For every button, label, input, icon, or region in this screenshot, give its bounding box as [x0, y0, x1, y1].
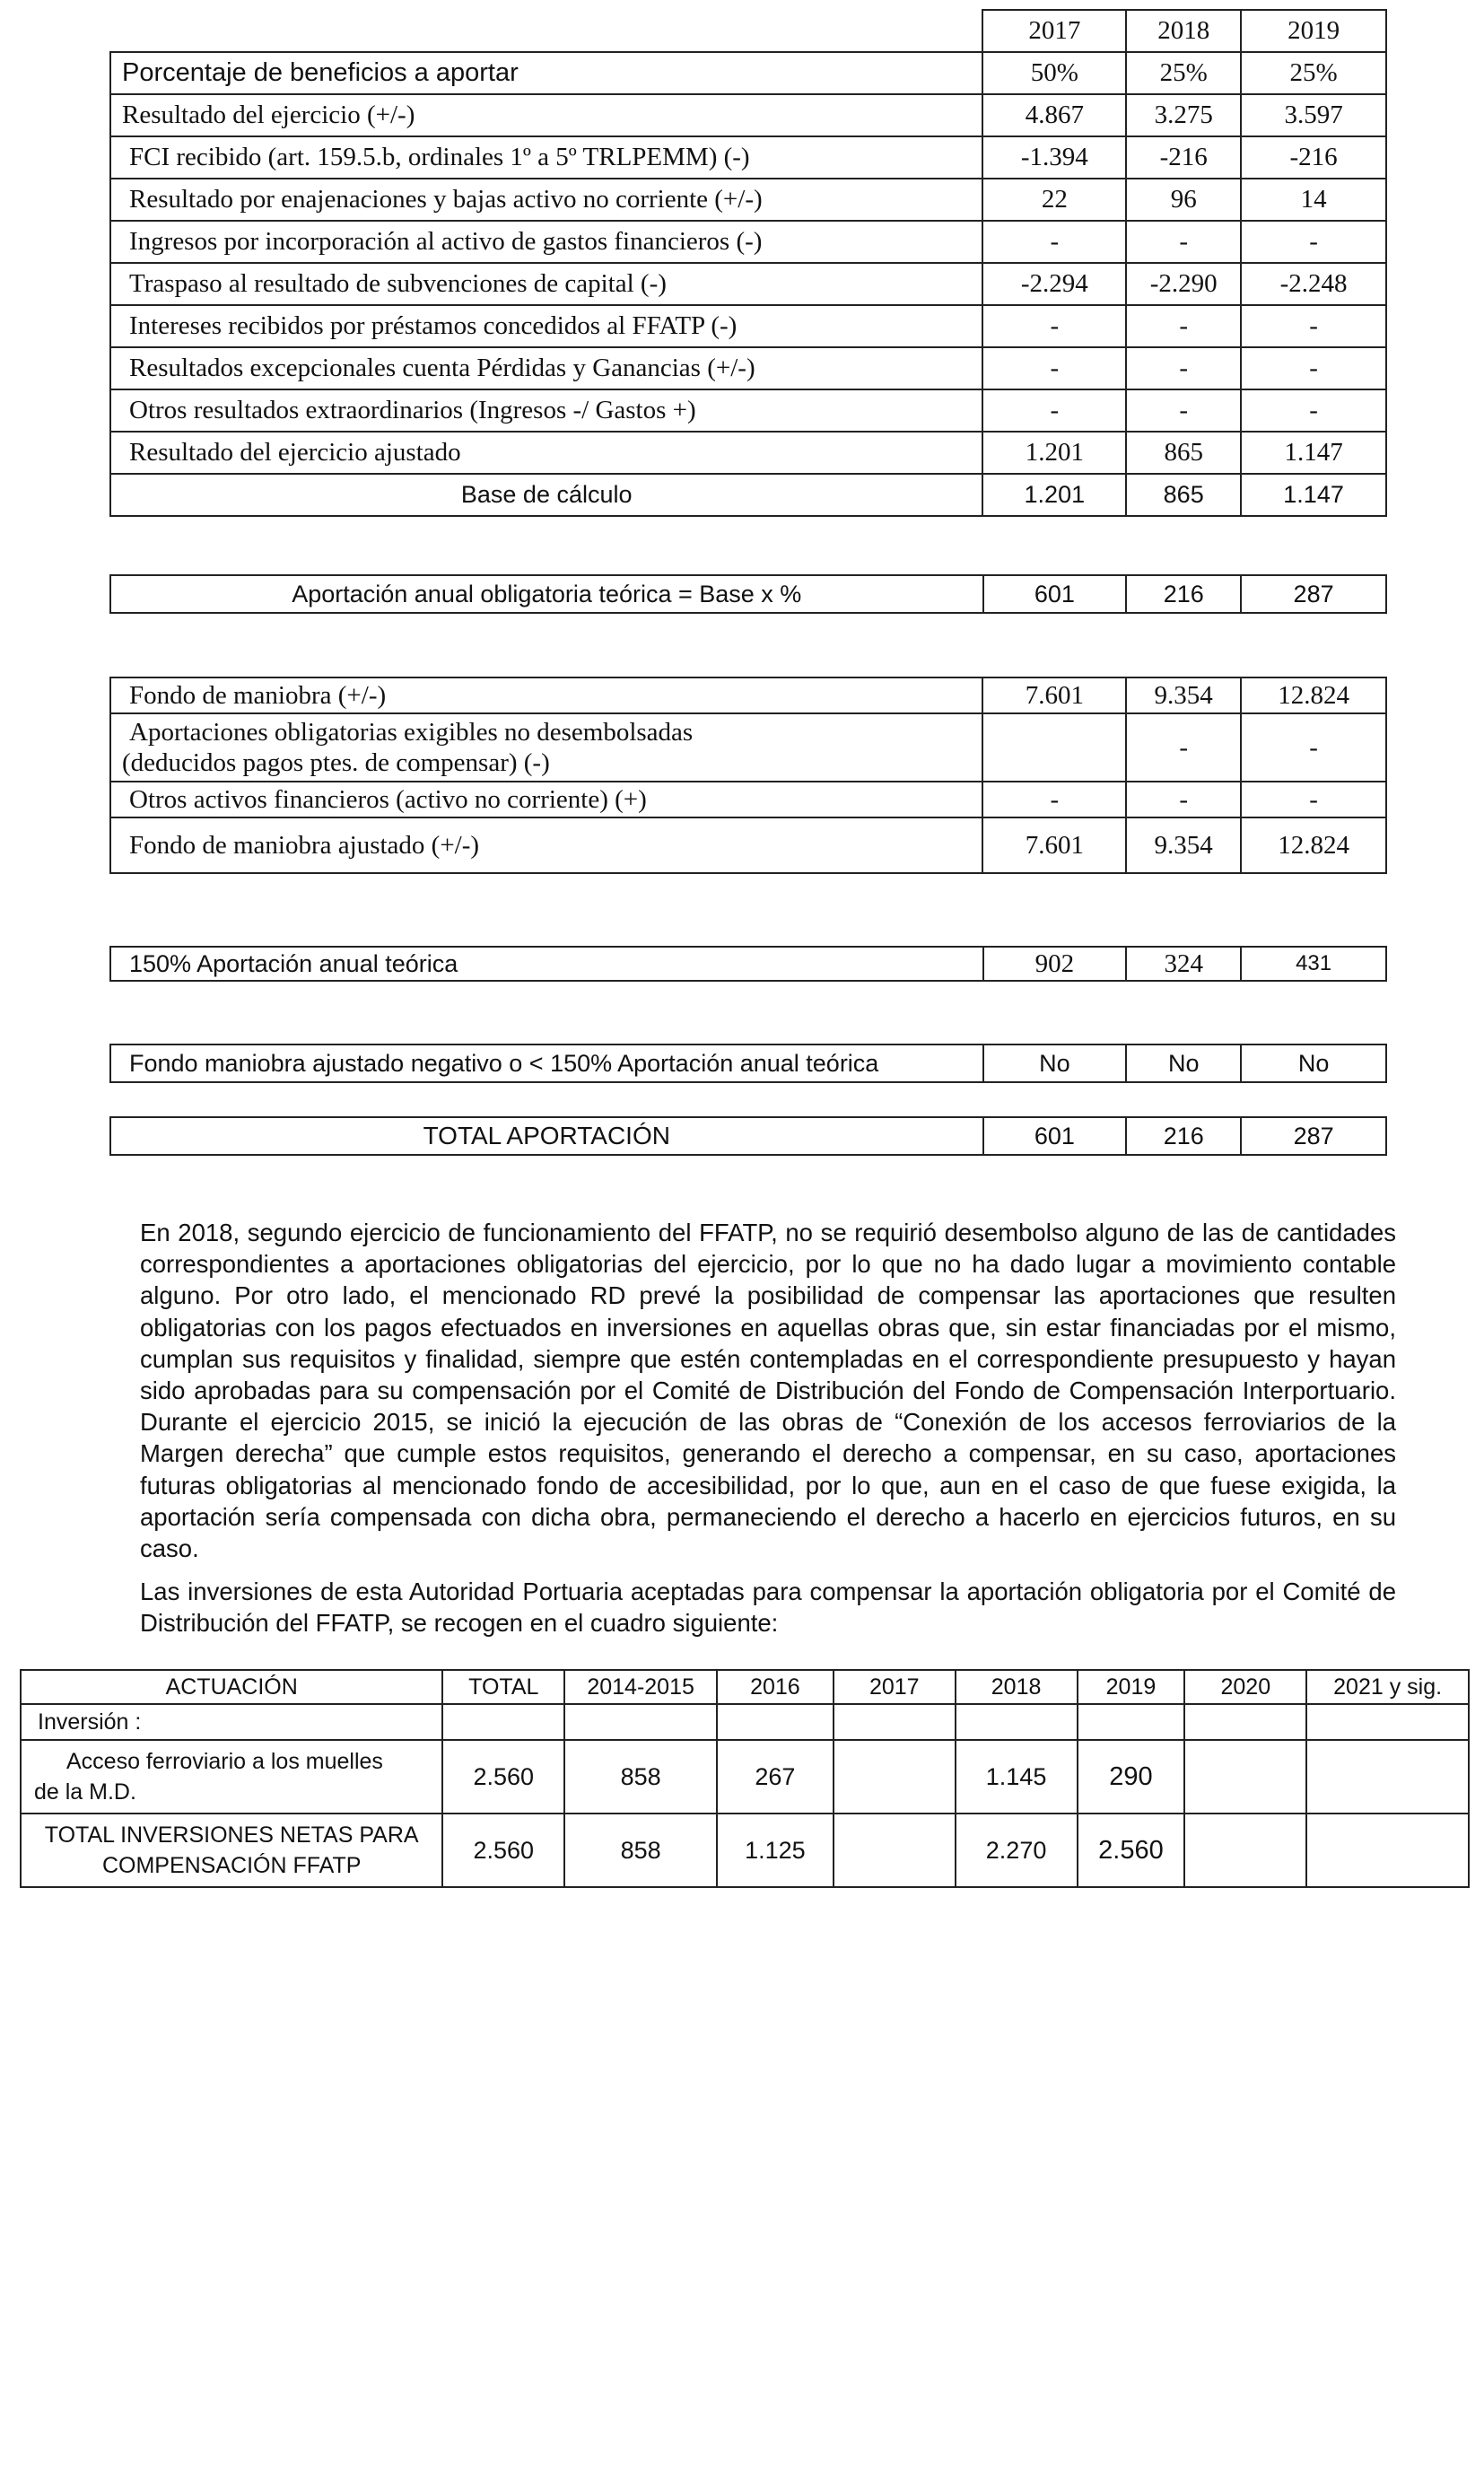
cell: - [1126, 347, 1241, 389]
table-row [110, 947, 1386, 981]
row-label [110, 713, 982, 782]
cell: - [982, 389, 1126, 432]
cell: 96 [1126, 179, 1241, 221]
table-row [110, 94, 1386, 136]
cell: 858 [564, 1740, 717, 1814]
cell: 287 [1241, 1117, 1386, 1155]
cell: - [1241, 305, 1386, 347]
cell: 1.201 [982, 474, 1126, 516]
cell: -2.294 [982, 263, 1126, 305]
cell [982, 713, 1126, 782]
cell: - [982, 347, 1126, 389]
cell: - [1241, 347, 1386, 389]
cell [717, 1704, 834, 1740]
cell: No [1126, 1044, 1241, 1082]
row-label: Resultado del ejercicio (+/-) [110, 94, 982, 136]
table-row [110, 263, 1386, 305]
cell: - [982, 221, 1126, 263]
cell: 14 [1241, 179, 1386, 221]
cell: - [1126, 305, 1241, 347]
base-calculo-row [110, 474, 1386, 516]
year-header: 2018 [1126, 10, 1241, 52]
inversiones-table [20, 1669, 1470, 1888]
cell [834, 1814, 956, 1887]
cell [1078, 1704, 1185, 1740]
cell: 902 [983, 947, 1127, 981]
column-header: 2021 y sig. [1306, 1670, 1469, 1704]
cell: 25% [1126, 52, 1241, 94]
cell: - [1126, 782, 1241, 817]
body-paragraph: Las inversiones de esta Autoridad Portuaria aceptadas para compensar la aportación obligatoria por el Comité de Distribución del FFATP, se recogen en el cuadro siguiente: [140, 1578, 1396, 1638]
cell: 324 [1126, 947, 1241, 981]
cell [564, 1704, 717, 1740]
cell: 1.147 [1241, 432, 1386, 474]
table-row [110, 179, 1386, 221]
cell: 7.601 [982, 817, 1126, 873]
cell: 858 [564, 1814, 717, 1887]
row-label: Traspaso al resultado de subvenciones de capital (-) [110, 263, 982, 305]
cell: - [982, 782, 1126, 817]
year-header-row [110, 10, 1386, 52]
inversion-label: Inversión : [21, 1704, 442, 1740]
table-row [110, 817, 1386, 873]
row-label: Resultado del ejercicio ajustado [110, 432, 982, 474]
cell: 7.601 [982, 677, 1126, 713]
cell: -2.290 [1126, 263, 1241, 305]
cell: No [1241, 1044, 1386, 1082]
cell: 1.145 [956, 1740, 1078, 1814]
cell: 9.354 [1126, 677, 1241, 713]
table-row [110, 782, 1386, 817]
cell: 50% [982, 52, 1126, 94]
table-row [110, 575, 1386, 613]
label-line: COMPENSACIÓN FFATP [101, 1853, 362, 1878]
column-header: ACTUACIÓN [21, 1670, 442, 1704]
cell: -216 [1241, 136, 1386, 179]
row-label: Ingresos por incorporación al activo de gastos financieros (-) [110, 221, 982, 263]
cell: -1.394 [982, 136, 1126, 179]
cell: 601 [983, 1117, 1127, 1155]
row-label: Intereses recibidos por préstamos concedidos al FFATP (-) [110, 305, 982, 347]
column-header: 2017 [834, 1670, 956, 1704]
cell: - [1241, 221, 1386, 263]
cell: -2.248 [1241, 263, 1386, 305]
label-line: de la M.D. [34, 1779, 136, 1805]
row-label: Aportación anual obligatoria teórica = Base x % [110, 575, 983, 613]
cell: -216 [1126, 136, 1241, 179]
cell: No [983, 1044, 1127, 1082]
cell: - [1126, 713, 1241, 782]
table-row [110, 432, 1386, 474]
cell: - [1126, 389, 1241, 432]
cell: 22 [982, 179, 1126, 221]
label-line: Aportaciones obligatorias exigibles no desembolsadas [129, 718, 694, 747]
column-header: 2018 [956, 1670, 1078, 1704]
row-label: Otros resultados extraordinarios (Ingresos -/ Gastos +) [110, 389, 982, 432]
cell: - [1241, 713, 1386, 782]
row-label: Base de cálculo [110, 474, 982, 516]
cell: - [1126, 221, 1241, 263]
row-label: Fondo de maniobra ajustado (+/-) [110, 817, 982, 873]
table-row [110, 677, 1386, 713]
cell: - [982, 305, 1126, 347]
cell: 3.597 [1241, 94, 1386, 136]
cell: 2.560 [1078, 1814, 1185, 1887]
cell [956, 1704, 1078, 1740]
row-label: Otros activos financieros (activo no corriente) (+) [110, 782, 982, 817]
table-row [21, 1814, 1469, 1887]
cell: 3.275 [1126, 94, 1241, 136]
beneficios-table [109, 9, 1387, 517]
cell: 12.824 [1241, 817, 1386, 873]
table-row [21, 1704, 1469, 1740]
table-row [110, 713, 1386, 782]
fondo-maniobra-table [109, 677, 1387, 874]
cell: 2.560 [442, 1740, 564, 1814]
row-label: Porcentaje de beneficios a aportar [110, 52, 982, 94]
table-row [110, 1044, 1386, 1082]
aportacion-teorica-table [109, 574, 1387, 614]
table-row [110, 52, 1386, 94]
column-header: 2014-2015 [564, 1670, 717, 1704]
cell: 1.147 [1241, 474, 1386, 516]
table-row [110, 347, 1386, 389]
label-line: (deducidos pagos ptes. de compensar) (-) [122, 748, 550, 777]
table-row [110, 305, 1386, 347]
cell [1306, 1814, 1469, 1887]
row-label: TOTAL APORTACIÓN [110, 1117, 983, 1155]
cell: 431 [1241, 947, 1386, 981]
cell [442, 1704, 564, 1740]
cell: 267 [717, 1740, 834, 1814]
body-paragraph: En 2018, segundo ejercicio de funcionamiento del FFATP, no se requirió desembolso alguno de las de cantidades correspondientes a aportaciones obligatorias del ejercicio, por lo que no ha dado lugar a movimiento contable alguno. Por otro lado, el mencionado RD prevé la posibilidad de compensar las aportaciones que resulten obligatorias con los pagos efectuados en inversiones en aquellas obras que, sin estar financiadas por el mismo, cumplan sus requisitos y finalidad, siempre que estén contempladas en el correspondiente presupuesto y hayan sido aprobadas para su compensación por el Comité de Distribución del Fondo de Compensación Interportuario. Durante el ejercicio 2015, se inició la ejecución de las obras de “Conexión de los accesos ferroviarios de la Margen derecha” que cumple estos requisitos, generando el derecho a compensar, en su caso, aportaciones futuras obligatorias al mencionado fondo de accesibilidad, por lo que, aun en el caso de que fuese exigida, la aportación sería compensada con dicha obra, permaneciendo el derecho a hacerlo en ejercicios futuros, en su caso. [140, 1219, 1396, 1563]
cell: - [1241, 389, 1386, 432]
table-row [110, 221, 1386, 263]
row-label: Resultados excepcionales cuenta Pérdidas y Ganancias (+/-) [110, 347, 982, 389]
cell: 601 [983, 575, 1127, 613]
cell [1306, 1704, 1469, 1740]
column-header: 2020 [1184, 1670, 1306, 1704]
cell [1184, 1704, 1306, 1740]
column-header: 2016 [717, 1670, 834, 1704]
column-header: TOTAL [442, 1670, 564, 1704]
cell: 2.270 [956, 1814, 1078, 1887]
cell: 12.824 [1241, 677, 1386, 713]
header-row [21, 1670, 1469, 1704]
cell: 216 [1126, 1117, 1241, 1155]
cell [1184, 1814, 1306, 1887]
cell: 25% [1241, 52, 1386, 94]
cell: 1.201 [982, 432, 1126, 474]
cell: 1.125 [717, 1814, 834, 1887]
cell: 865 [1126, 432, 1241, 474]
cell: 2.560 [442, 1814, 564, 1887]
cell [834, 1740, 956, 1814]
column-header: 2019 [1078, 1670, 1185, 1704]
year-header: 2019 [1241, 10, 1386, 52]
cell [1184, 1740, 1306, 1814]
cell [1306, 1740, 1469, 1814]
cell: 216 [1126, 575, 1241, 613]
cell: 290 [1078, 1740, 1185, 1814]
row-label: 150% Aportación anual teórica [110, 947, 983, 981]
year-header: 2017 [982, 10, 1126, 52]
cell: - [1241, 782, 1386, 817]
cell: 9.354 [1126, 817, 1241, 873]
table-row [21, 1740, 1469, 1814]
table-row [110, 136, 1386, 179]
cell: 287 [1241, 575, 1386, 613]
row-label: Fondo maniobra ajustado negativo o < 150% Aportación anual teórica [110, 1044, 983, 1082]
table-row [110, 389, 1386, 432]
row-label: FCI recibido (art. 159.5.b, ordinales 1º a 5º TRLPEMM) (-) [110, 136, 982, 179]
cell: 4.867 [982, 94, 1126, 136]
label-line: Acceso ferroviario a los muelles [66, 1749, 383, 1774]
total-aportacion-table [109, 1116, 1387, 1156]
row-label [21, 1814, 442, 1887]
cell: 865 [1126, 474, 1241, 516]
fondo-negativo-table [109, 1044, 1387, 1083]
row-label: Resultado por enajenaciones y bajas activo no corriente (+/-) [110, 179, 982, 221]
table-row [110, 1117, 1386, 1155]
row-label [21, 1740, 442, 1814]
cell [834, 1704, 956, 1740]
label-line: TOTAL INVERSIONES NETAS PARA [44, 1822, 419, 1848]
row-label: Fondo de maniobra (+/-) [110, 677, 982, 713]
aportacion-150-table [109, 946, 1387, 982]
